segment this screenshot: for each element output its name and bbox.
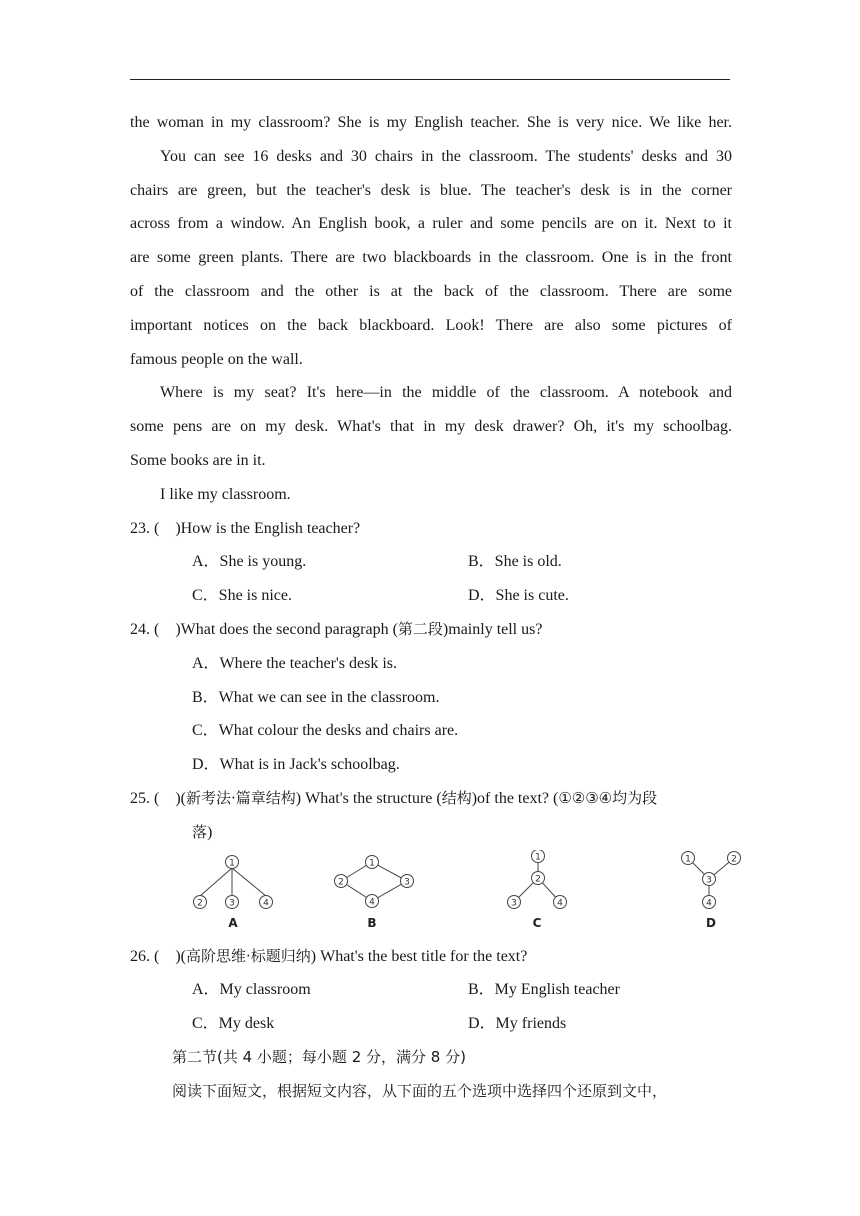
option-c[interactable]: C．What colour the desks and chairs are. <box>192 722 459 740</box>
passage-line: Where is my seat? It's here—in the middle of the classroom. A notebook and <box>160 384 732 402</box>
stem-gloss: 第二段 <box>397 619 443 638</box>
option-d[interactable]: D．What is in Jack's schoolbag. <box>192 756 400 774</box>
header-rule <box>130 79 730 80</box>
option-c[interactable]: C．My desk <box>192 1015 275 1033</box>
option-a[interactable]: A．Where the teacher's desk is. <box>192 654 398 672</box>
stem-text: )of the text? ( <box>471 789 559 807</box>
option-d[interactable]: D．She is cute. <box>468 587 569 605</box>
node-label: 2 <box>535 874 541 885</box>
option-d[interactable]: D．My friends <box>468 1015 567 1033</box>
option-b[interactable]: B．My English teacher <box>468 981 620 999</box>
stem-text: 24. ( )What does the second paragraph ( <box>130 620 398 638</box>
passage-line: You can see 16 desks and 30 chairs in the classroom. The students' desks and 30 <box>160 147 732 165</box>
passage-line: important notices on the back blackboard. Look! There are also some pictures of <box>130 316 732 334</box>
structure-diagrams <box>130 850 737 940</box>
diagram-c[interactable] <box>490 850 590 934</box>
stem-note: 落 <box>192 822 208 841</box>
stem-text: ) What's the best title for the text? <box>310 947 528 965</box>
passage-line: the woman in my classroom? She is my English teacher. She is very nice. We like her. <box>130 114 732 131</box>
stem-note: ①②③④均为段 <box>558 788 658 807</box>
node-label: 2 <box>197 898 203 909</box>
exam-page <box>130 106 737 1109</box>
stem-tag: 新考法·篇章结构 <box>185 788 296 807</box>
passage-line: some pens are on my desk. What's that in my desk drawer? Oh, it's my schoolbag. <box>130 418 732 436</box>
passage-line: across from a window. An English book, a ruler and some pencils are on it. Next to it <box>130 215 732 233</box>
node-label: 2 <box>338 877 344 888</box>
diagram-label: A <box>228 915 238 930</box>
option-c[interactable]: C．She is nice. <box>192 587 292 605</box>
question-stem <box>130 940 732 974</box>
section-instruction: 阅读下面短文，根据短文内容，从下面的五个选项中选择四个还原到文中， <box>172 1081 668 1100</box>
section-heading: 第二节(共 4 小题；每小题 2 分，满分 8 分) <box>172 1047 466 1066</box>
stem-tag: 高阶思维·标题归纳 <box>185 946 311 965</box>
node-label: 1 <box>369 858 375 869</box>
option-b[interactable]: B．She is old. <box>468 553 562 571</box>
question-stem <box>130 613 732 647</box>
option-a[interactable]: A．She is young. <box>192 553 307 571</box>
node-label: 1 <box>229 858 235 869</box>
passage-line: famous people on the wall. <box>130 350 303 368</box>
node-label: 3 <box>706 875 712 886</box>
passage-line: I like my classroom. <box>160 485 291 503</box>
stem-gloss: 结构 <box>441 788 472 807</box>
question-stem <box>130 782 732 816</box>
passage-line: chairs are green, but the teacher's desk is blue. The teacher's desk is in the corner <box>130 181 732 199</box>
option-row <box>130 545 732 579</box>
diagram-label: C <box>532 915 542 930</box>
stem-text: 26. ( )( <box>130 947 186 965</box>
option-row <box>130 579 732 613</box>
node-label: 1 <box>535 852 541 863</box>
node-label: 4 <box>263 898 269 909</box>
option-row <box>130 973 732 1007</box>
option-b[interactable]: B．What we can see in the classroom. <box>192 688 440 706</box>
diagram-a[interactable] <box>186 850 286 934</box>
diagram-d[interactable] <box>666 850 752 934</box>
stem-text: ) <box>207 823 213 841</box>
diagram-label: D <box>706 915 716 930</box>
stem-text: 25. ( )( <box>130 789 186 807</box>
passage-line: Some books are in it. <box>130 451 266 469</box>
passage-line: are some green plants. There are two blackboards in the classroom. One is in the front <box>130 249 732 267</box>
diagram-b[interactable] <box>328 850 428 934</box>
stem-text: )mainly tell us? <box>442 620 543 638</box>
node-label: 2 <box>731 854 737 865</box>
option-row <box>130 1007 732 1041</box>
node-label: 4 <box>369 897 375 908</box>
passage-line: of the classroom and the other is at the back of the classroom. There are some <box>130 282 732 300</box>
diagram-label: B <box>367 915 377 930</box>
node-label: 4 <box>706 898 712 909</box>
node-label: 3 <box>511 898 517 909</box>
node-label: 3 <box>404 877 410 888</box>
stem-text: ) What's the structure ( <box>295 789 442 807</box>
node-label: 4 <box>557 898 563 909</box>
question-stem: 23. ( )How is the English teacher? <box>130 519 361 537</box>
question-stem-continued <box>130 816 732 850</box>
node-label: 3 <box>229 898 235 909</box>
option-a[interactable]: A．My classroom <box>192 981 311 999</box>
node-label: 1 <box>685 854 691 865</box>
